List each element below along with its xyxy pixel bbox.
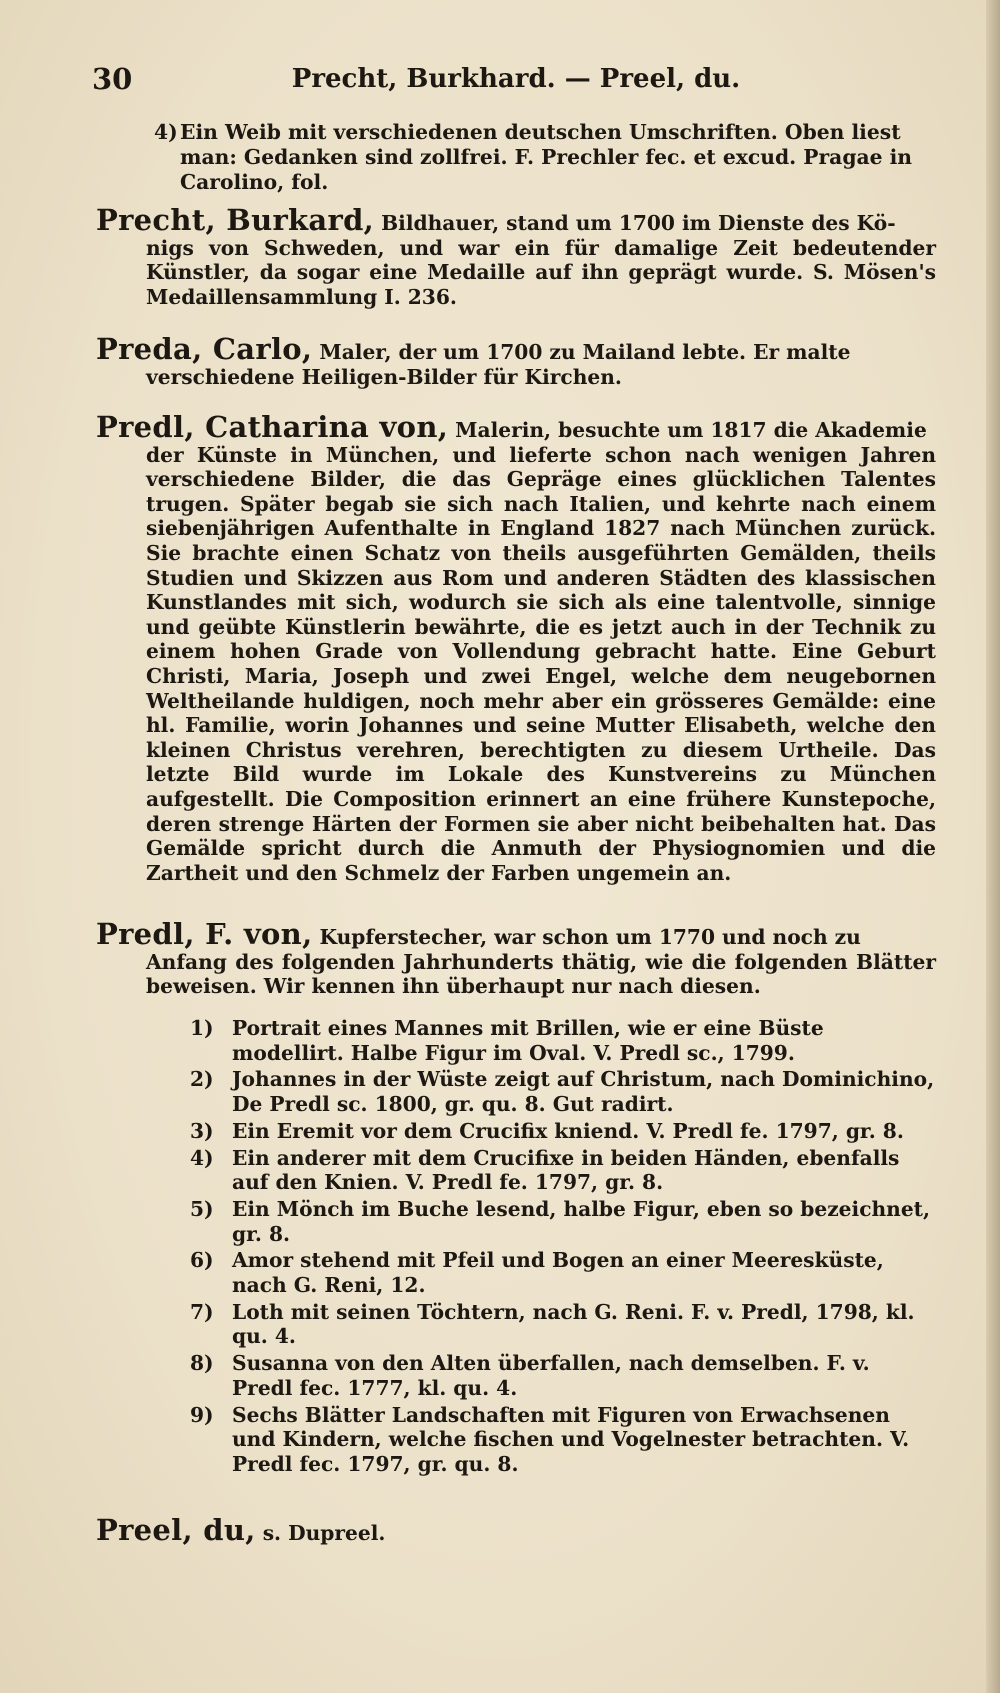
item-number: 5)	[190, 1196, 214, 1221]
item-text: Amor stehend mit Pfeil und Bogen an einer Meeresküste, nach G. Reni, 12.	[232, 1248, 884, 1298]
item-number: 1)	[190, 1016, 214, 1040]
entry-preda	[96, 332, 936, 389]
item-number: 2)	[190, 1067, 214, 1092]
item-number: 3)	[190, 1118, 214, 1143]
entry-first-line: Bildhauer, stand um 1700 im Dienste des Kö-	[381, 211, 896, 235]
continued-list-item	[154, 120, 938, 195]
list-item	[140, 1403, 936, 1477]
item-text: Johannes in der Wüste zeigt auf Christum, nach Dominichino, De Predl sc. 1800, gr. qu. 8. Gut radirt.	[232, 1067, 935, 1117]
entry-text: Anfang des folgenden Jahrhunderts thätig, wie die folgenden Blätter beweisen. Wir kennen ihn überhaupt nur nach diesen.	[146, 949, 936, 999]
item-number: 8)	[190, 1351, 214, 1376]
entry-first-line: Maler, der um 1700 zu Mailand lebte. Er malte	[319, 340, 851, 364]
works-list	[140, 1016, 936, 1477]
entry-first-line: Kupferstecher, war schon um 1770 und noch zu	[319, 925, 861, 949]
item-number: 4)	[154, 120, 178, 144]
entry-preel	[96, 1513, 936, 1547]
page-number: 30	[92, 62, 133, 96]
entry-text: der Künste in München, und lieferte schon nach wenigen Jahren verschiedene Bilder, die das Gepräge eines glücklichen Talentes trugen. Später begab sie sich nach Italien, und kehrte nach einem siebenjährigen Aufenthalte in England 1827 nach München zurück. Sie brachte einen Schatz von theils ausgeführten Gemälden, theils Studien und Skizzen aus Rom und anderen Städten des klassischen Kunstlandes mit sich, wodurch sie sich als eine talentvolle, sinnige und geübte Künstlerin bewährte, die es jetzt auch in der Technik zu einem hohen Grade von Vollendung gebracht hatte. Eine Geburt Christi, Maria, Joseph und zwei Engel, welche dem neugebornen Weltheilande huldigen, noch mehr aber ein grösseres Gemälde: eine hl. Familie, worin Johannes und seine Mutter Elisabeth, welche den kleinen Christus verehren, berechtigten zu diesem Urtheile. Das letzte Bild wurde im Lokale des Kunstvereins zu München aufgestellt. Die Composition erinnert an eine frühere Kunstepoche, deren strenge Härten der Formen sie aber nicht beibehalten hat. Das Gemälde spricht durch die Anmuth der Physiognomien und die Zartheit und den Schmelz der Farben ungemein an.	[146, 442, 936, 885]
list-item	[140, 1197, 936, 1246]
item-number: 7)	[190, 1299, 214, 1324]
list-item	[140, 1300, 936, 1349]
item-text: Loth mit seinen Töchtern, nach G. Reni. F. v. Predl, 1798, kl. qu. 4.	[232, 1299, 915, 1349]
headword: Predl, Catharina von,	[96, 410, 449, 444]
page-header	[92, 62, 940, 102]
item-text: Susanna von den Alten überfallen, nach demselben. F. v. Predl fec. 1777, kl. qu. 4.	[232, 1351, 870, 1400]
list-item	[140, 1248, 936, 1297]
item-text: Ein anderer mit dem Crucifixe in beiden Händen, ebenfalls auf den Knien. V. Predl fe. 1797, gr. 8.	[232, 1145, 900, 1195]
entry-text: s. Dupreel.	[262, 1521, 386, 1545]
item-number: 9)	[190, 1402, 214, 1427]
entry-first-line: Malerin, besuchte um 1817 die Akademie	[455, 418, 927, 442]
list-item	[140, 1067, 936, 1116]
headword: Preda, Carlo,	[96, 332, 313, 366]
entry-text: verschiedene Heiligen-Bilder für Kirchen.	[146, 364, 622, 389]
headword: Precht, Burkard,	[96, 203, 375, 237]
list-item	[140, 1146, 936, 1195]
list-item	[140, 1351, 936, 1400]
item-text: Portrait eines Mannes mit Brillen, wie er eine Büste modellirt. Halbe Figur im Oval. V. Predl sc., 1799.	[232, 1016, 824, 1065]
list-item	[140, 1119, 936, 1144]
entry-text: nigs von Schweden, und war ein für damalige Zeit bedeutender Künstler, da sogar eine Medaille auf ihn geprägt wurde. S. Mösen's Medaillensammlung I. 236.	[146, 235, 936, 309]
running-title: Precht, Burkhard. — Preel, du.	[291, 64, 741, 94]
page-edge	[986, 0, 1000, 1693]
item-number: 6)	[190, 1248, 214, 1273]
item-text: Sechs Blätter Landschaften mit Figuren von Erwachsenen und Kindern, welche fischen und Vogelnester betrachten. V. Predl fec. 1797, gr. qu. 8.	[232, 1402, 910, 1476]
item-number: 4)	[190, 1145, 214, 1170]
item-text: Ein Eremit vor dem Crucifix kniend. V. Predl fe. 1797, gr. 8.	[232, 1118, 904, 1143]
headword: Preel, du,	[96, 1513, 256, 1547]
entry-precht	[96, 203, 936, 309]
entry-predl-catharina	[96, 410, 936, 885]
list-item	[140, 1016, 936, 1065]
item-text: Ein Weib mit verschiedenen deutschen Umschriften. Oben liest man: Gedanken sind zollfrei. F. Prechler fec. et excud. Pragae in Carolino, fol.	[180, 120, 913, 194]
item-text: Ein Mönch im Buche lesend, halbe Figur, eben so bezeichnet, gr. 8.	[232, 1196, 931, 1246]
entry-predl-f	[96, 917, 936, 999]
headword: Predl, F. von,	[96, 917, 313, 951]
